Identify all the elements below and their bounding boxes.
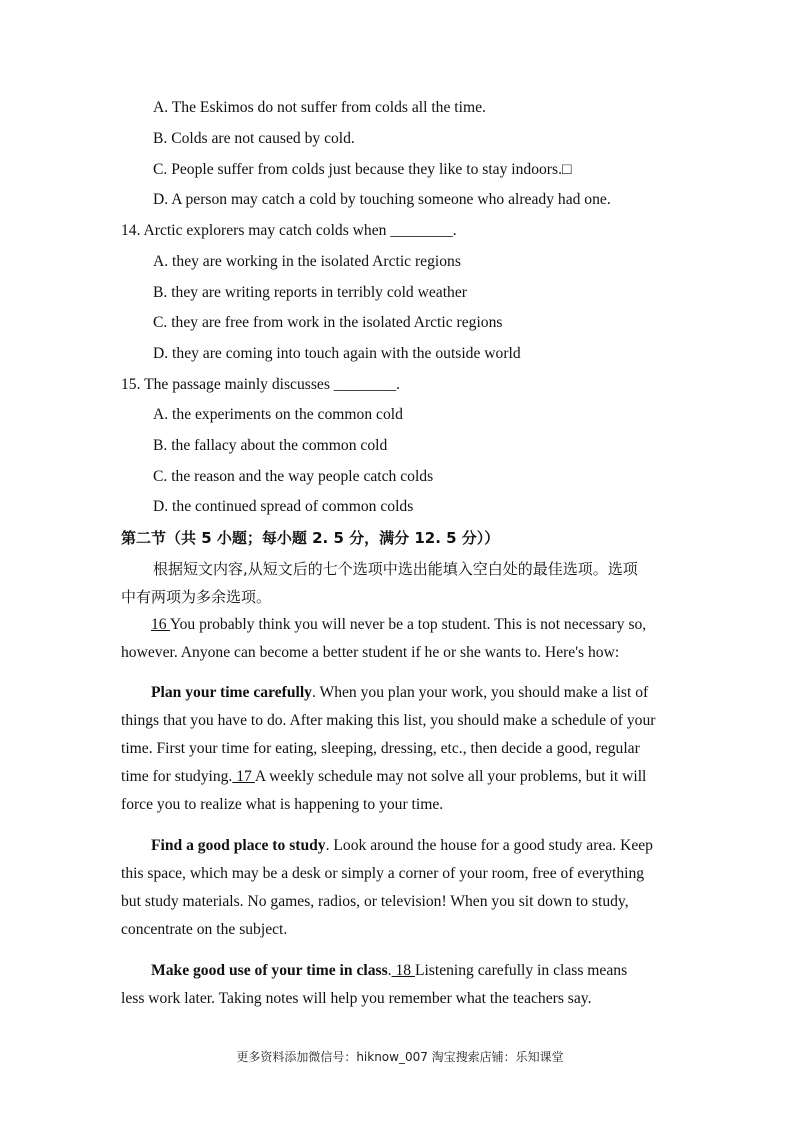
q15-stem: 15. The passage mainly discusses ________. — [121, 376, 401, 393]
q15-option-c: C. the reason and the way people catch colds — [153, 468, 434, 485]
q13-option-d: D. A person may catch a cold by touching someone who already had one. — [153, 191, 611, 208]
q15-option-b: B. the fallacy about the common cold — [153, 437, 388, 454]
q13-option-a: A. The Eskimos do not suffer from colds all the time. — [153, 99, 486, 116]
passage-paragraph-2-line-5: force you to realize what is happening to your time. — [121, 796, 444, 813]
blank-16: 16 — [151, 616, 170, 633]
passage-paragraph-3-line-2: this space, which may be a desk or simply a corner of your room, free of everything — [121, 865, 645, 882]
passage-paragraph-3-line-4: concentrate on the subject. — [121, 921, 288, 938]
q13-option-c: C. People suffer from colds just because they like to stay indoors.□ — [153, 161, 572, 178]
section-instruction-line-1: 根据短文内容,从短文后的七个选项中选出能填入空白处的最佳选项。选项 — [153, 560, 638, 578]
passage-paragraph-3-line-1: Find a good place to study. Look around the house for a good study area. Keep — [151, 837, 653, 854]
passage-paragraph-2-line-2: things that you have to do. After making this list, you should make a schedule of your — [121, 712, 656, 729]
paragraph-2-heading: Plan your time carefully — [151, 684, 312, 701]
q15-option-d: D. the continued spread of common colds — [153, 498, 414, 515]
q13-option-b: B. Colds are not caused by cold. — [153, 130, 355, 147]
q14-option-c: C. they are free from work in the isolated Arctic regions — [153, 314, 503, 331]
passage-paragraph-1-line-2: however. Anyone can become a better student if he or she wants to. Here's how: — [121, 644, 620, 661]
passage-paragraph-4-line-1: Make good use of your time in class. 18 Listening carefully in class means — [151, 962, 628, 979]
q14-option-d: D. they are coming into touch again with the outside world — [153, 345, 521, 362]
q14-option-a: A. they are working in the isolated Arctic regions — [153, 253, 461, 270]
page-footer: 更多资料添加微信号：hiknow_007 淘宝搜索店铺：乐知课堂 — [236, 1050, 564, 1064]
paragraph-3-heading: Find a good place to study — [151, 837, 326, 854]
paragraph-4-heading: Make good use of your time in class — [151, 962, 388, 979]
blank-17: 17 — [232, 768, 255, 785]
passage-paragraph-2-line-1: Plan your time carefully. When you plan your work, you should make a list of — [151, 684, 649, 701]
q15-option-a: A. the experiments on the common cold — [153, 406, 403, 423]
passage-paragraph-4-line-2: less work later. Taking notes will help you remember what the teachers say. — [121, 990, 592, 1007]
section-heading: 第二节（共 5 小题；每小题 2. 5 分，满分 12. 5 分）） — [121, 529, 500, 547]
passage-paragraph-3-line-3: but study materials. No games, radios, or television! When you sit down to study, — [121, 893, 629, 910]
passage-paragraph-2-line-4: time for studying. 17 A weekly schedule may not solve all your problems, but it will — [121, 768, 647, 785]
section-instruction-line-2: 中有两项为多余选项。 — [121, 588, 272, 606]
q14-option-b: B. they are writing reports in terribly cold weather — [153, 284, 467, 301]
blank-18: 18 — [391, 962, 415, 979]
q14-stem: 14. Arctic explorers may catch colds when ________. — [121, 222, 457, 239]
passage-paragraph-2-line-3: time. First your time for eating, sleeping, dressing, etc., then decide a good, regular — [121, 740, 640, 757]
passage-paragraph-1-line-1: 16 You probably think you will never be a top student. This is not necessary so, — [151, 616, 647, 633]
